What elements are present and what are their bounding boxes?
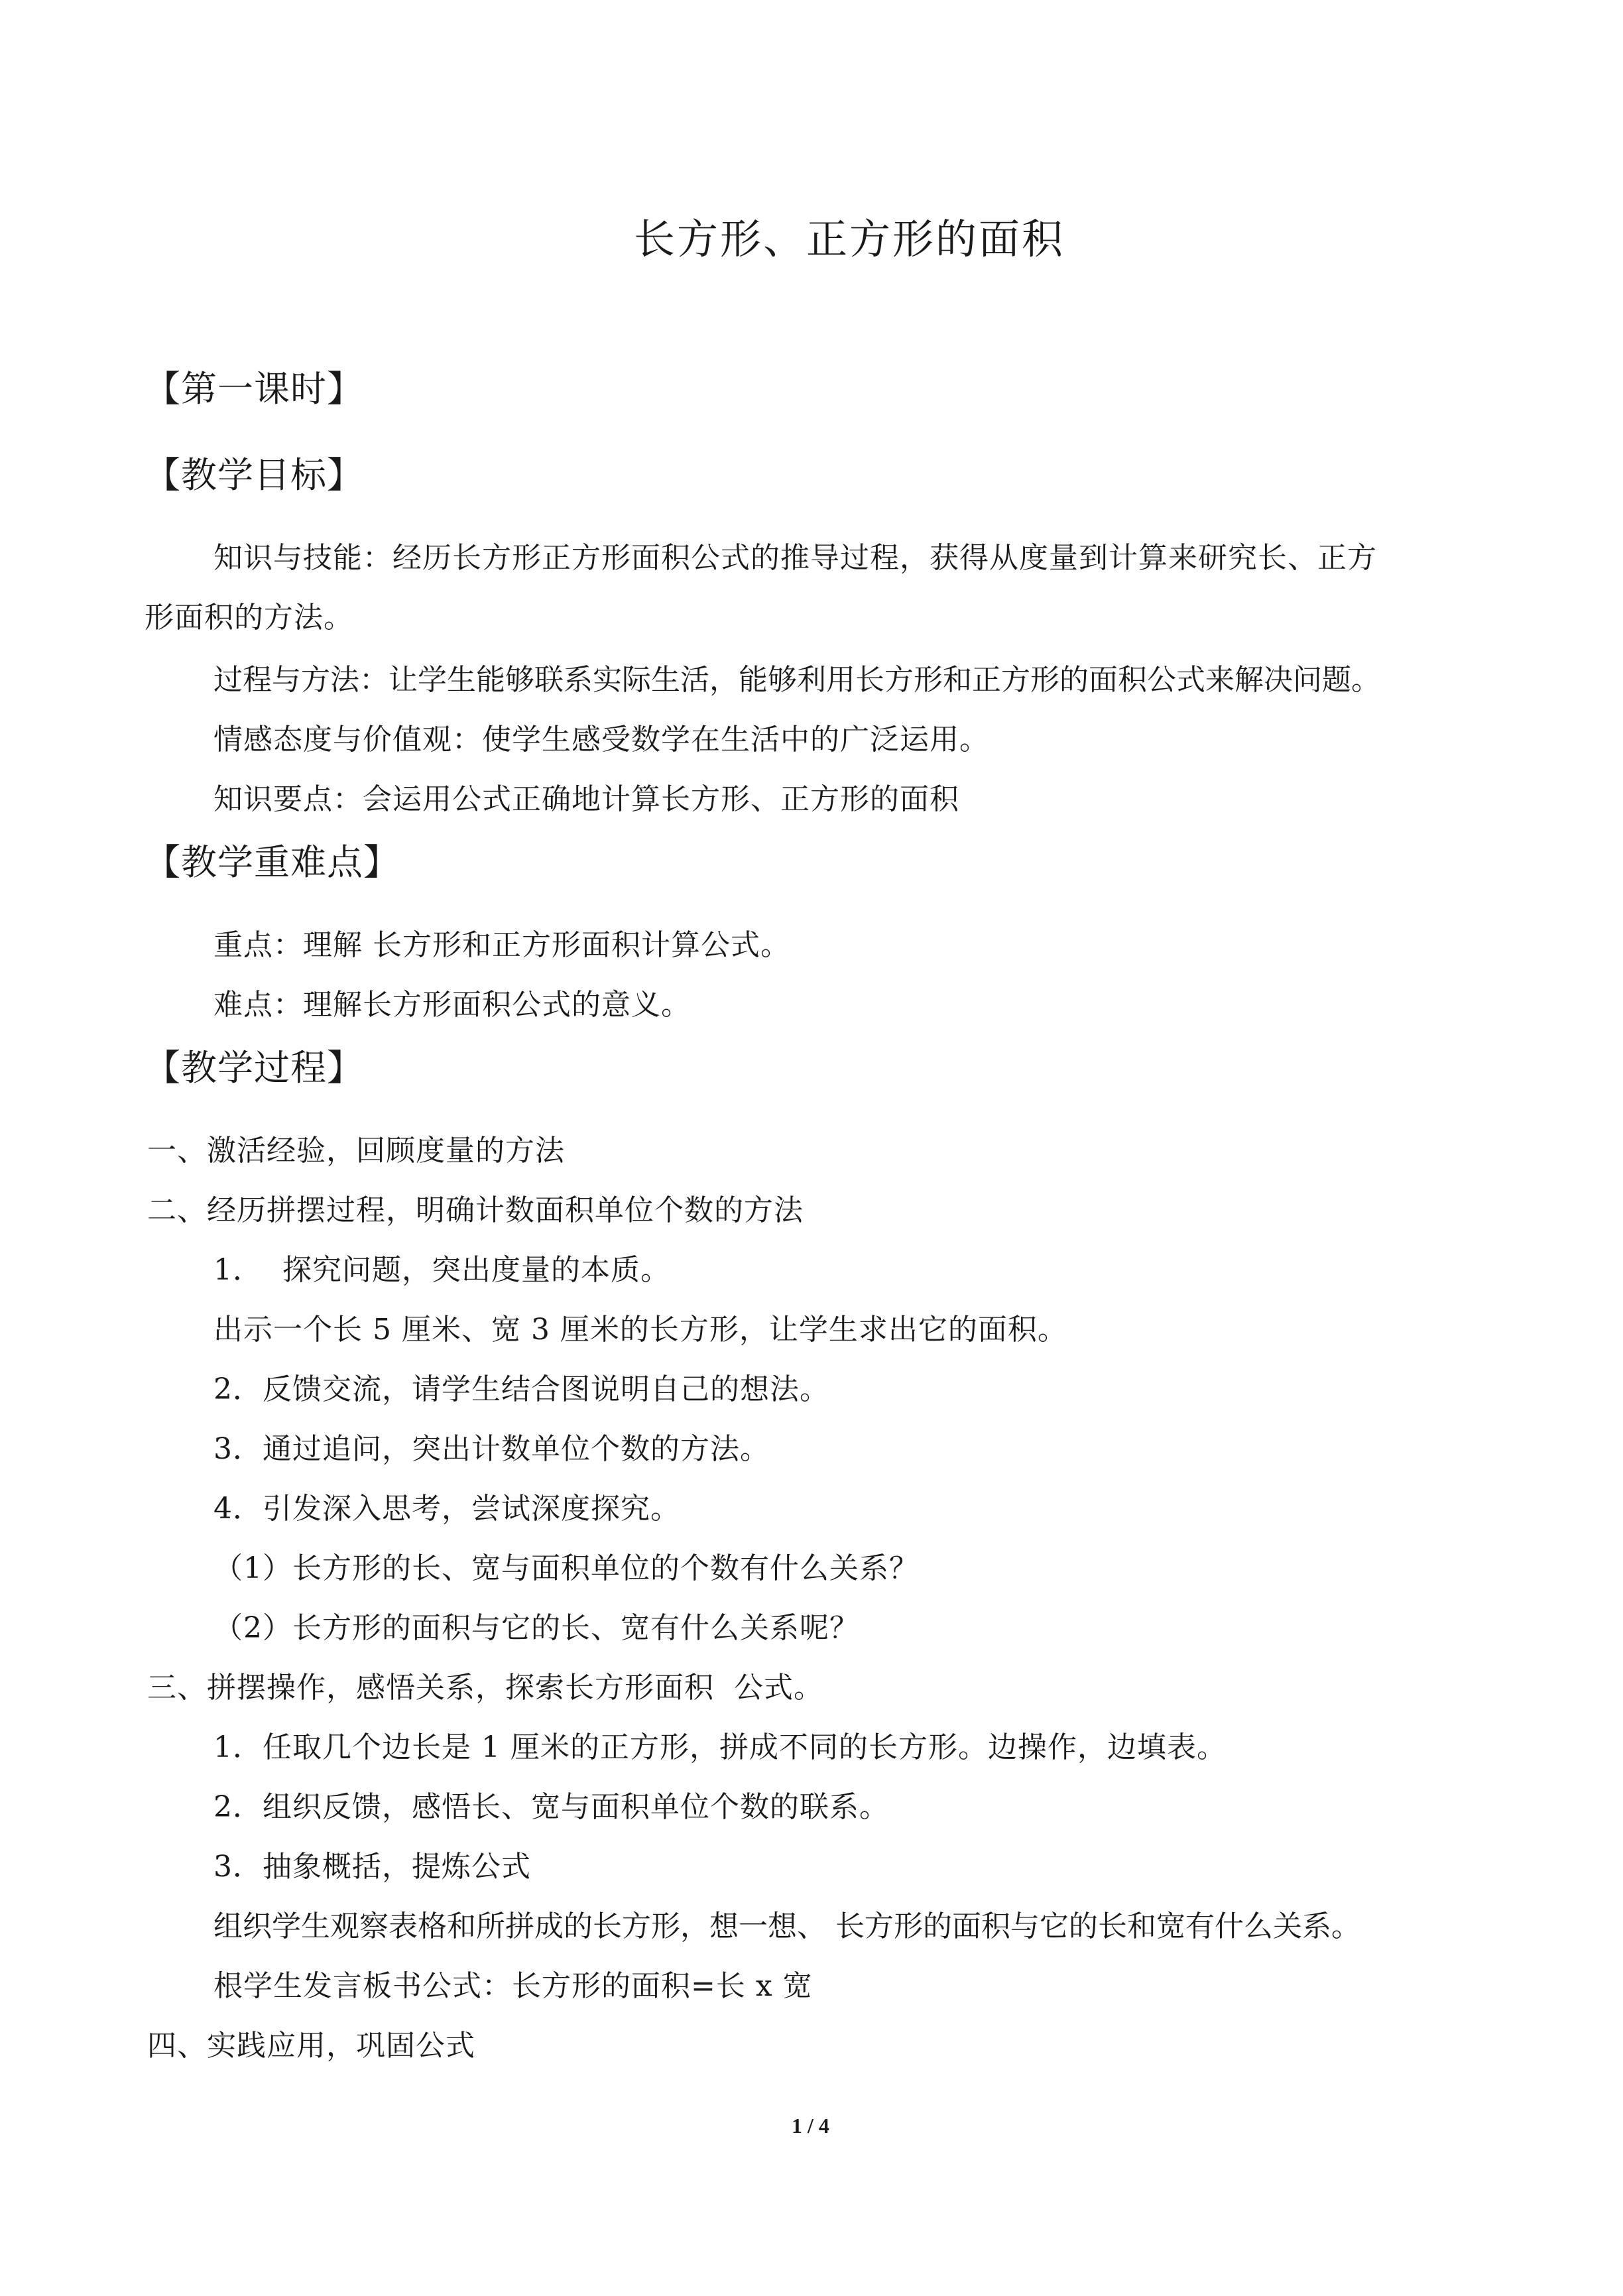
process-step-2: 二、经历拼摆过程，明确计数面积单位个数的方法 <box>147 1193 804 1227</box>
process-step-3-3-formula: 根学生发言板书公式：长方形的面积=长 x 宽 <box>213 1969 813 2003</box>
lesson-heading: 【第一课时】 <box>145 368 363 410</box>
process-step-2-4-q1: （1）长方形的长、宽与面积单位的个数有什么关系？ <box>213 1551 919 1585</box>
process-step-2-1-detail: 出示一个长 5 厘米、宽 3 厘米的长方形，让学生求出它的面积。 <box>213 1313 1067 1347</box>
process-step-4: 四、实践应用，巩固公式 <box>147 2029 475 2063</box>
goal-emotion: 情感态度与价值观：使学生感受数学在生活中的广泛运用。 <box>213 723 989 756</box>
process-step-2-3: 3．通过追问，突出计数单位个数的方法。 <box>213 1432 770 1466</box>
process-step-3: 三、拼摆操作，感悟关系，探索长方形面积 公式。 <box>147 1671 823 1705</box>
page-number: 1 / 4 <box>792 2114 829 2138</box>
process-step-3-2: 2．组织反馈，感悟长、宽与面积单位个数的联系。 <box>213 1790 889 1824</box>
process-step-2-1: 1． 探究问题，突出度量的本质。 <box>213 1253 670 1287</box>
difficulty-heading: 【教学重难点】 <box>145 841 400 883</box>
goal-knowledge-line1: 知识与技能：经历长方形正方形面积公式的推导过程，获得从度量到计算来研究长、正方 <box>213 541 1377 575</box>
goal-knowledge-line2: 形面积的方法。 <box>145 601 353 634</box>
document-title: 长方形、正方形的面积 <box>634 215 1065 263</box>
difficulty-hard: 难点：理解长方形面积公式的意义。 <box>213 988 691 1022</box>
process-step-2-4: 4．引发深入思考，尝试深度探究。 <box>213 1492 680 1526</box>
process-step-2-4-q2: （2）长方形的面积与它的长、宽有什么关系呢？ <box>213 1611 859 1645</box>
goals-heading: 【教学目标】 <box>145 454 363 496</box>
process-step-3-1: 1．任取几个边长是 1 厘米的正方形，拼成不同的长方形。边操作，边填表。 <box>213 1730 1227 1764</box>
goal-process: 过程与方法：让学生能够联系实际生活，能够利用长方形和正方形的面积公式来解决问题。 <box>213 663 1380 697</box>
process-step-1: 一、激活经验，回顾度量的方法 <box>147 1134 565 1168</box>
goal-key-points: 知识要点：会运用公式正确地计算长方形、正方形的面积 <box>213 782 959 816</box>
process-step-2-2: 2．反馈交流，请学生结合图说明自己的想法。 <box>213 1372 829 1406</box>
process-heading: 【教学过程】 <box>145 1047 363 1089</box>
difficulty-focus: 重点：理解 长方形和正方形面积计算公式。 <box>213 928 790 962</box>
process-step-3-3-detail: 组织学生观察表格和所拼成的长方形，想一想、 长方形的面积与它的长和宽有什么关系。 <box>213 1909 1360 1943</box>
process-step-3-3: 3．抽象概括，提炼公式 <box>213 1850 531 1884</box>
